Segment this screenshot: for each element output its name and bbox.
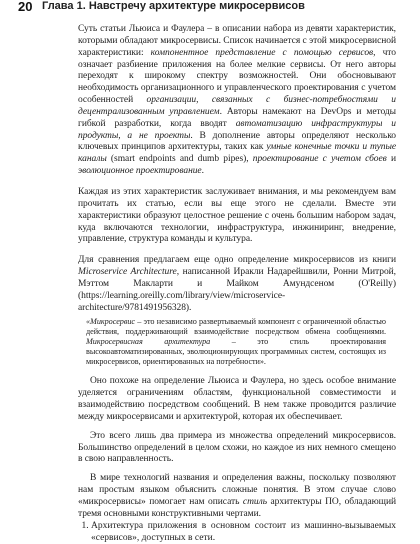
page-header [18, 0, 418, 13]
list-item: 1. Архитектура приложения в основном состоит из машинно-вызываемых «сервисов», доступных в сети. [91, 521, 396, 544]
paragraph-characteristics: Суть статьи Льюиса и Фаулера – в описании набора из девяти характеристик, которыми обладают микросервисы. Список начинается с этой микросервисной характеристики: компонентное представление с помощью сервисов, что означает разбиение приложения на более мелкие сервисы. От него авторы переходят к широкому спектру возможностей. Они обосновывают необходимость организационного и управленческого проектирования с учетом особенностей организации, связанных с бизнес-потребностями и децентрализованным управлением. Авторы намекают на DevOps и методы гибкой разработки, когда вводят автоматизацию инфраструктуры и продукты, а не проекты. В дополнение авторы определяют несколько ключевых принципов архитектуры, таких как умные конечные точки и тупые каналы (smart endpoints and dumb pipes), проектирование с учетом сбоев и эволюционное проектирование. [78, 24, 397, 177]
paragraph-examples: Это всего лишь два примера из множества определений микросервисов. Большинство определений в целом схожи, но каждое из них немного смещено в свою направленность. [78, 430, 396, 465]
oreilly-link[interactable]: https://learning.oreilly.com/library/view/microservice-architecture/9781491956328 [78, 290, 286, 313]
quote-text: «Микросервис – это независимо развертываемый компонент с ограниченной областью действия, поддерживающий взаимодействие посредством обмена сообщениями. Микросервисная архитектура – это стиль проектирования высокоавтоматизированных, эволюционирующих программных систем, состоящих из микросервисов, ориентированных на потребности». [86, 317, 386, 367]
paragraph-comparison: Оно похоже на определение Льюиса и Фаулера, но здесь особое внимание уделяется ограничениям областям, функциональной совместимости и взаимодействию посредством сообщений. В нем также проводится различие между микросервисами и архитектурой, которая их обеспечивает. [78, 376, 396, 422]
paragraph-second-definition: Для сравнения предлагаем еще одно определение микросервисов из книги Microservice Architecture, написанной Иракли Надарейшвили, Ронни Митрой, Мэттом Макларти и Майком Амундсеном (O'Reilly) (https://learning.oreilly.com/library/view/microservice-architecture/9781491956328). [78, 255, 396, 313]
paragraph-naming: В мире технологий названия и определения важны, поскольку позволяют нам простым языком объяснить сложные понятия. В этом случае слово «микросервисы» помогает нам описать стиль архитектуры ПО, обладающий тремя основными конструктивными чертами. [78, 473, 397, 519]
chapter-title: Глава 1. Навстречу архитектуре микросервисов [42, 0, 305, 12]
features-list [78, 521, 396, 544]
paragraph-recommendation: Каждая из этих характеристик заслуживает внимания, и мы рекомендуем вам прочитать их статью, если вы еще этого не сделали. Вместе эти характеристики образуют целостное решение с очень большим набором задач, куда включаются технологии, инфраструктура, инжиниринг, внедрение, управление, структура команды и культура. [78, 186, 396, 245]
page-body [78, 24, 396, 544]
page-number: 20 [18, 0, 33, 14]
definition-quote [86, 317, 386, 367]
